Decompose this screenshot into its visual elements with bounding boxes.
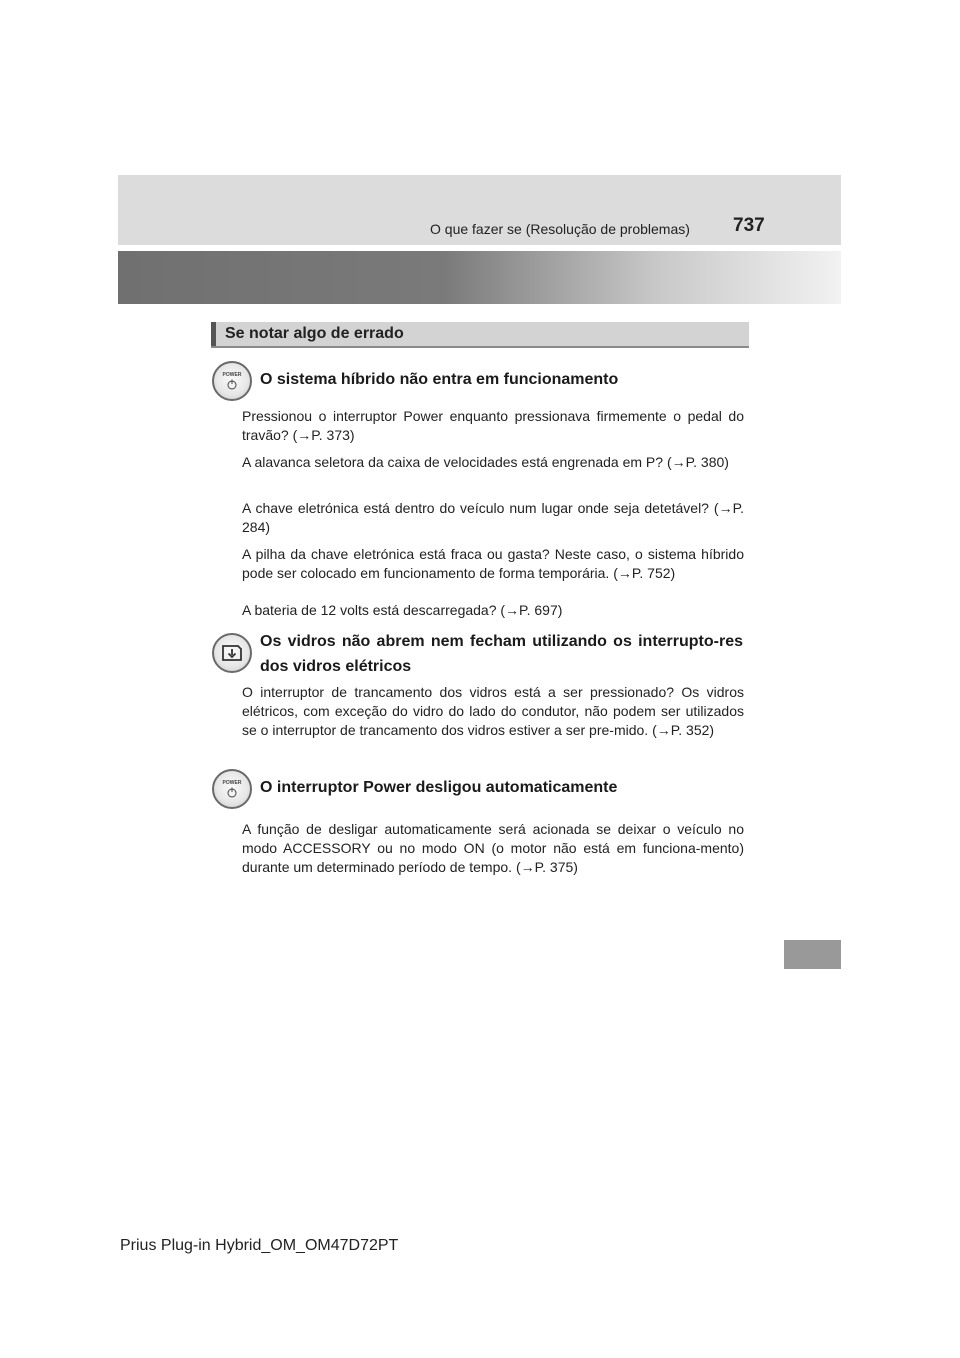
section-header-bar bbox=[211, 322, 216, 346]
paragraph: A pilha da chave eletrónica está fraca ou gasta? Neste caso, o sistema híbrido pode ser colocado em funcionamento de forma temporária. (→P. 752) bbox=[242, 546, 744, 581]
section-title: Se notar algo de errado bbox=[225, 325, 404, 342]
chapter-title: O que fazer se (Resolução de problemas) bbox=[430, 221, 690, 237]
topic-title-auto-power-off: O interruptor Power desligou automaticamente bbox=[260, 779, 618, 796]
gradient-banner bbox=[118, 251, 841, 304]
topic-title-power-windows: Os vidros não abrem nem fecham utilizando os interrupto-res dos vidros elétricos bbox=[260, 633, 743, 675]
paragraph: A alavanca seletora da caixa de velocidades está engrenada em P? (→P. 380) bbox=[242, 454, 729, 470]
power-icon-label: POWER bbox=[222, 372, 242, 378]
power-switch-icon bbox=[212, 361, 252, 401]
paragraph: A bateria de 12 volts está descarregada? (→P. 697) bbox=[242, 602, 563, 618]
topic-title-hybrid-system: O sistema híbrido não entra em funcionamento bbox=[260, 371, 619, 388]
page-number: 737 bbox=[733, 215, 765, 236]
paragraph: Pressionou o interruptor Power enquanto pressionava firmemente o pedal do travão? (→P. 373) bbox=[242, 408, 744, 443]
paragraph: O interruptor de trancamento dos vidros está a ser pressionado? Os vidros elétricos, com exceção do vidro do lado do condutor, não podem ser utilizados se o interruptor de trancamento dos vidros estiver a ser pre-mido. (→P. 352) bbox=[242, 684, 744, 738]
paragraph: A chave eletrónica está dentro do veículo num lugar onde seja detetável? (→P. 284) bbox=[242, 500, 744, 535]
footer-text: Prius Plug-in Hybrid_OM_OM47D72PT bbox=[120, 1237, 399, 1254]
section-header bbox=[211, 322, 749, 348]
power-icon-label: POWER bbox=[222, 780, 242, 786]
chapter-tab bbox=[784, 940, 841, 969]
power-switch-icon bbox=[212, 769, 252, 809]
paragraph: A função de desligar automaticamente será acionada se deixar o veículo no modo ACCESSORY ou no modo ON (o motor não está em funciona-mento) durante um determinado período de tempo. (→P. 375) bbox=[242, 821, 744, 875]
power-window-icon bbox=[212, 633, 252, 673]
